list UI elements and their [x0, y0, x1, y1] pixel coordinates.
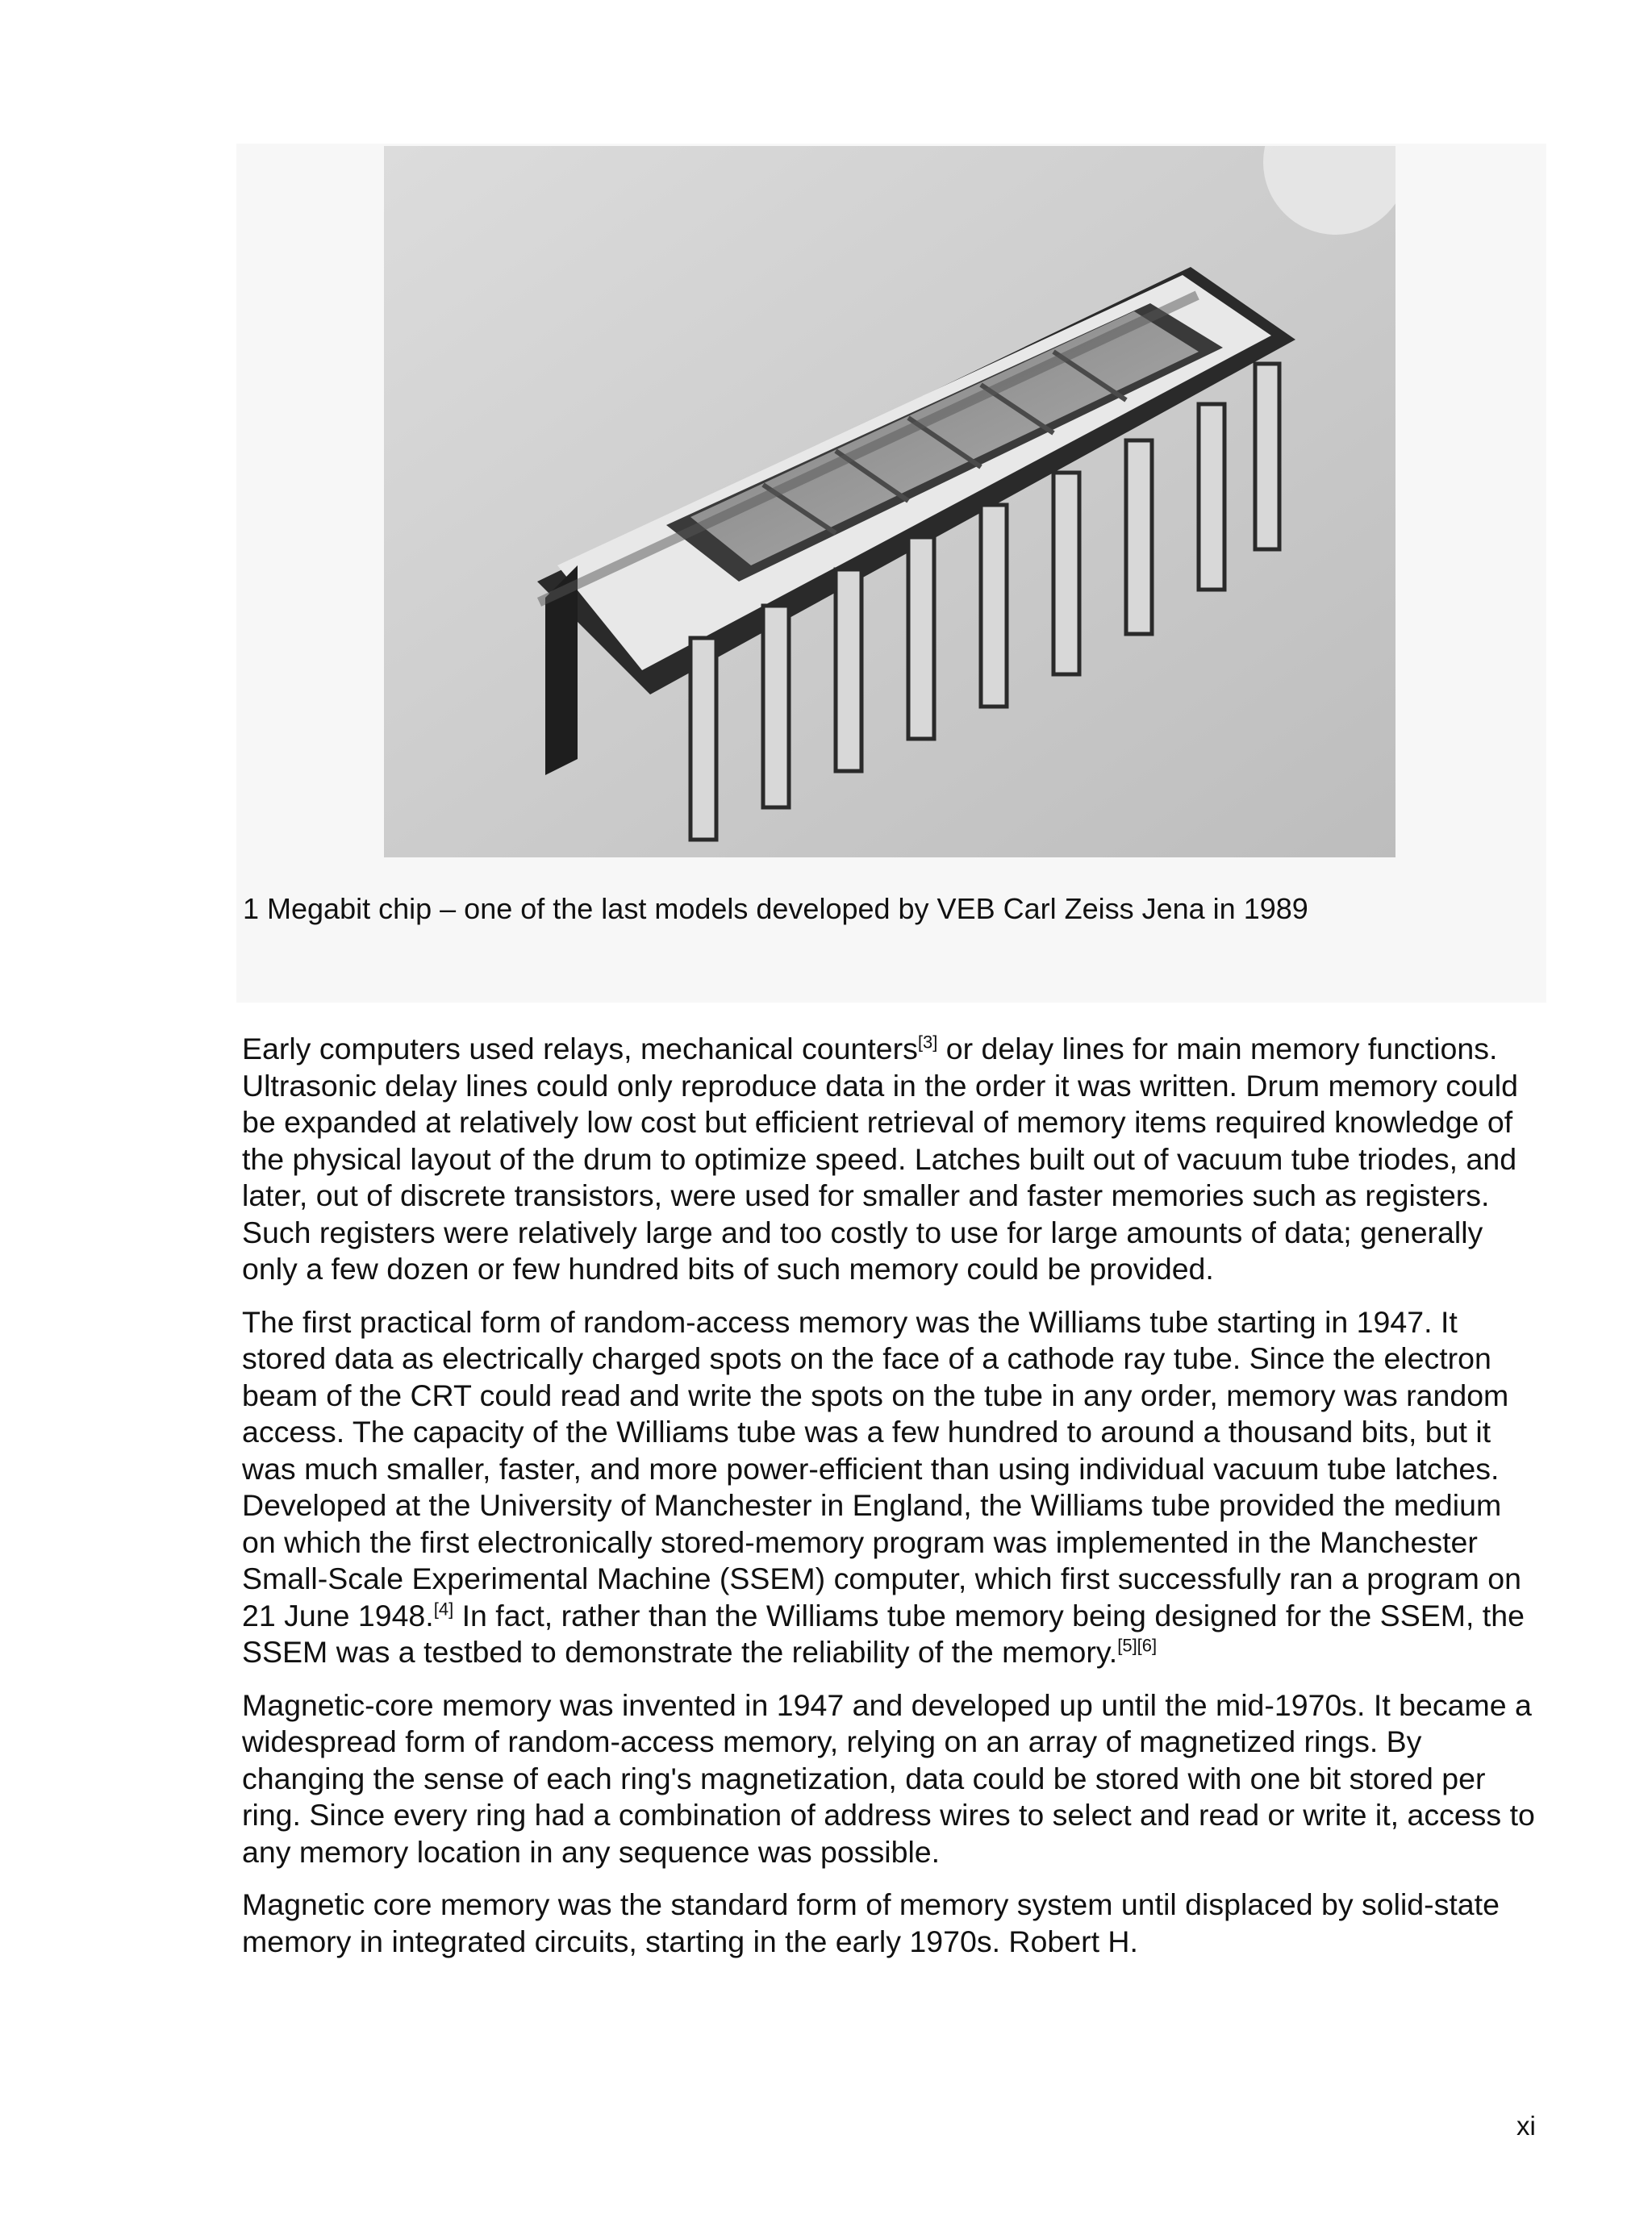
- paragraph-text: The first practical form of random-access memory was the Williams tube starting in 1947. It stored data as electrically charged spots on the face of a cathode ray tube. Since the electron beam of the CRT could read and write the spots on the tube in any order, memory was random access. The capacity of the Williams tube was a few hundred to around a thousand bits, but it was much smaller, faster, and more power-efficient than using individual vacuum tube latches. Developed at the University of Manchester in England, the Williams tube provided the medium on which the first electronically stored-memory program was implemented in the Manchester Small-Scale Experimental Machine (SSEM) computer, which first successfully ran a program on 21 June 1948.: [242, 1304, 1522, 1632]
- paragraph-text: In fact, rather than the Williams tube memory being designed for the SSEM, the SSEM was a testbed to demonstrate the reliability of the memory.: [242, 1598, 1525, 1669]
- paragraph: Magnetic core memory was the standard form of memory system until displaced by solid-state memory in integrated circuits, starting in the early 1970s. Robert H.: [242, 1887, 1500, 1958]
- figure: [236, 144, 1546, 1003]
- paragraph-text: or delay lines for main memory functions. Ultrasonic delay lines could only reproduce data in the order it was written. Drum memory could be expanded at relatively low cost but efficient retrieval of memory items required knowledge of the physical layout of the drum to optimize speed. Latches built out of vacuum tube triodes, and later, out of discrete transistors, were used for smaller and faster memories such as registers. Such registers were relatively large and too costly to use for large amounts of data; generally only a few dozen or few hundred bits of such memory could be provided.: [242, 1032, 1518, 1286]
- chip-illustration: [384, 146, 1395, 857]
- citation-ref[interactable]: [4]: [433, 1599, 454, 1619]
- citation-ref[interactable]: [5][6]: [1117, 1635, 1158, 1656]
- paragraph-text: Early computers used relays, mechanical counters: [242, 1032, 918, 1065]
- paragraph: [242, 1304, 1541, 1671]
- citation-ref[interactable]: [3]: [917, 1032, 938, 1053]
- chip-photo: [384, 146, 1395, 857]
- paragraph: [242, 1031, 1541, 1288]
- page-number: xi: [1516, 2111, 1536, 2141]
- body-text: [242, 1031, 1541, 1976]
- figure-caption: 1 Megabit chip – one of the last models developed by VEB Carl Zeiss Jena in 1989: [243, 892, 1308, 925]
- paragraph: Magnetic-core memory was invented in 1947 and developed up until the mid-1970s. It became a widespread form of random-access memory, relying on an array of magnetized rings. By changing the sense of each ring's magnetization, data could be stored with one bit stored per ring. Since every ring had a combination of address wires to select and read or write it, access to any memory location in any sequence was possible.: [242, 1687, 1535, 1869]
